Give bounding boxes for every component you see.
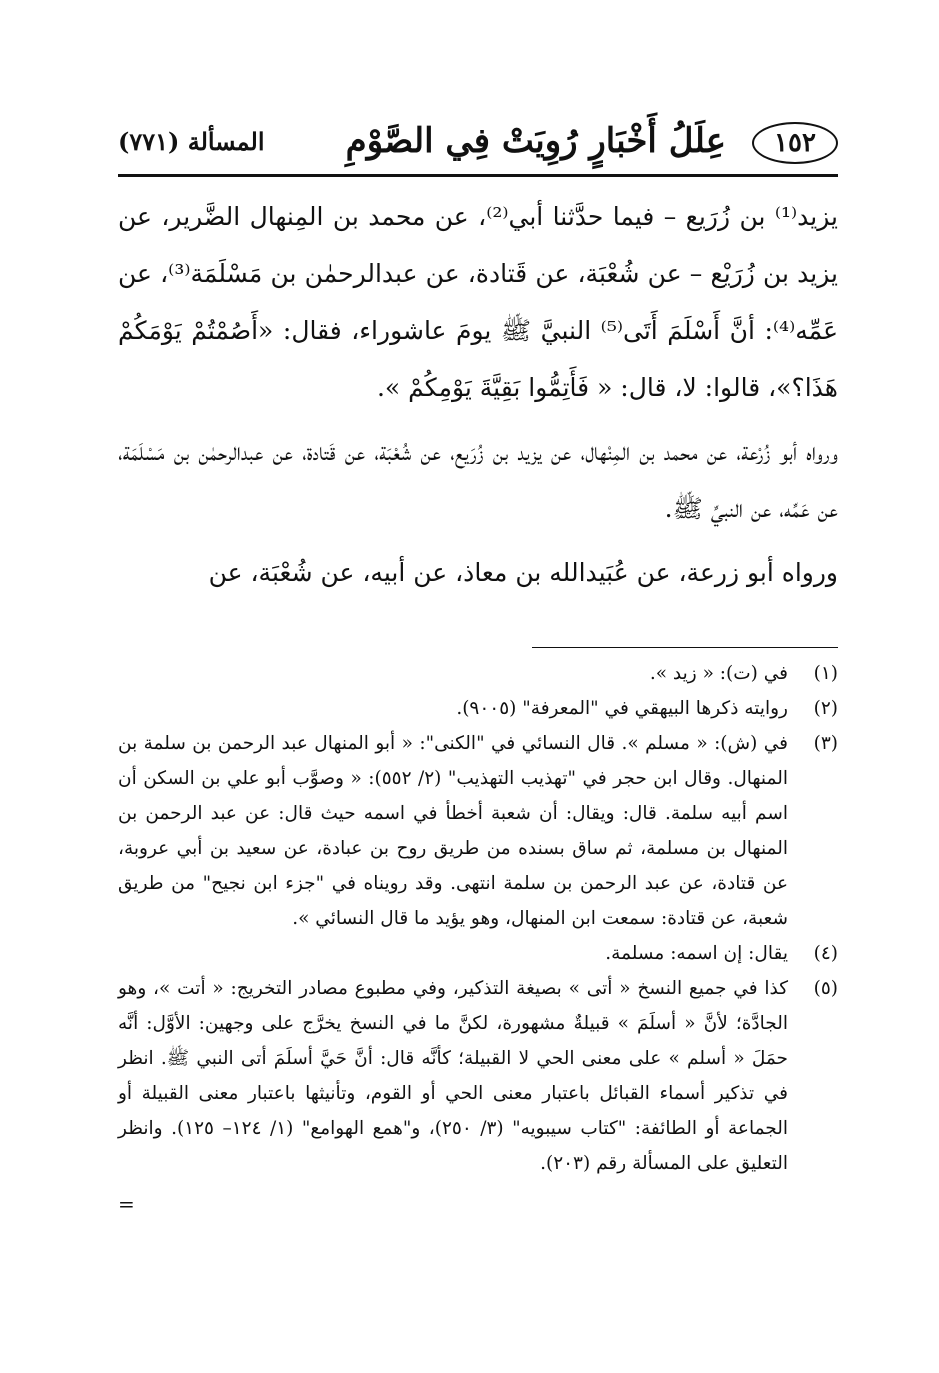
continuation-mark: = [118, 1192, 135, 1216]
issue-label: المسألة (٧٧١) [118, 127, 265, 156]
page-header [118, 118, 838, 170]
footnote-number: (١) [813, 663, 838, 684]
footnote-number: (٤) [813, 943, 838, 964]
footnote [118, 726, 838, 936]
page-number: ١٥٢ [774, 128, 816, 158]
footnote-text: روايته ذكرها البيهقي في "المعرفة" (٩٠٠٥). [456, 698, 788, 719]
paragraph: ورواه أبو زرعة، عن عُبَيدالله بن معاذ، عن أبيه، عن شُعْبَة، عن [208, 558, 838, 587]
page-number-badge [752, 122, 838, 164]
paragraph: ورواه أبو زُرْعة، عن محمد بن المِنْهال، عن يزيد بن زُرَيع، عن شُعْبَة، عن قَتادة، عن عبدالرحمٰن بن مَسْلَمَة، عن عَمِّه، عن النبيِّ ﷺ. [118, 437, 838, 523]
footnote-separator [532, 647, 838, 648]
footnote-number: (٢) [813, 698, 838, 719]
footnote-number: (٣) [813, 733, 838, 754]
footnote-text: في (ش): « مسلم ». قال النسائي في "الكنى": « أبو المنهال عبد الرحمن بن سلمة بن المنهال. وقال ابن حجر في "تهذيب التهذيب" (٢/ ٥٥٢): « وصوَّب أبو علي بن السكن أن اسم أبيه سلمة. قال: ويقال: أن شعبة أخطأ في اسمه حيث قال: عن عبد الرحمن بن المنهال بن مسلمة، ثم ساق بسنده من طريق روح بن عبادة، عن سعيد بن أبي عروبة، عن قتادة، عن عبد الرحمن بن سلمة انتهى. وقد رويناه في "جزء ابن نجيح" من طريق شعبة، عن قتادة: سمعت ابن المنهال، وهو يؤيد ما قال النسائي ». [118, 733, 788, 929]
footnotes [118, 656, 838, 1181]
footnote-text: في (ت): « زيد ». [649, 663, 788, 684]
footnote [118, 691, 838, 726]
book-title: عِلَلُ أَخْبَارٍ رُوِيَتْ فِي الصَّوْمِ [345, 121, 726, 161]
main-text [118, 188, 838, 601]
footnote [118, 971, 838, 1181]
footnote-text: يقال: إن اسمه: مسلمة. [605, 943, 788, 964]
footnote [118, 656, 838, 691]
paragraph: يزيد⁽¹⁾ بن زُرَيع – فيما حدَّثنا أبي⁽²⁾، عن محمد بن المِنهال الضَّرير، عن يزيد بن زُرَيْع – عن شُعْبَة، عن قَتادة، عن عبدالرحمٰن بن مَسْلَمَة⁽³⁾، عن عَمِّه⁽⁴⁾: أنَّ أَسْلَمَ أَتَى⁽⁵⁾ النبيَّ ﷺ يومَ عاشوراء، فقال: «أَصُمْتُمْ يَوْمَكُمْ هَذَا؟»، قالوا: لا، قال: « فَأَتِمُّوا بَقِيَّةَ يَوْمِكُمْ ». [118, 202, 838, 402]
footnote-text: كذا في جميع النسخ « أتى » بصيغة التذكير، وفي مطبوع مصادر التخريج: « أتت »، وهو الجادَّة؛ لأنَّ « أسلَمَ » قبيلةٌ مشهورة، لكنَّ ما في النسخ يخرَّج على وجهين: الأوَّل: أنَّه حمَلَ « أسلم » على معنى الحي لا القبيلة؛ كأنَّه قال: أنَّ حَيَّ أسلَمَ أتى النبي ﷺ. انظر في تذكير أسماء القبائل باعتبار معنى الحي أو القوم، وتأنيثها باعتبار معنى القبيلة أو الجماعة أو الطائفة: "كتاب سيبويه" (٣/ ٢٥٠)، و"همع الهوامع" (١/ ١٢٤– ١٢٥). وانظر التعليق على المسألة رقم (٢٠٣). [118, 978, 788, 1174]
footnote [118, 936, 838, 971]
footnote-number: (٥) [813, 978, 838, 999]
header-divider [118, 174, 838, 177]
